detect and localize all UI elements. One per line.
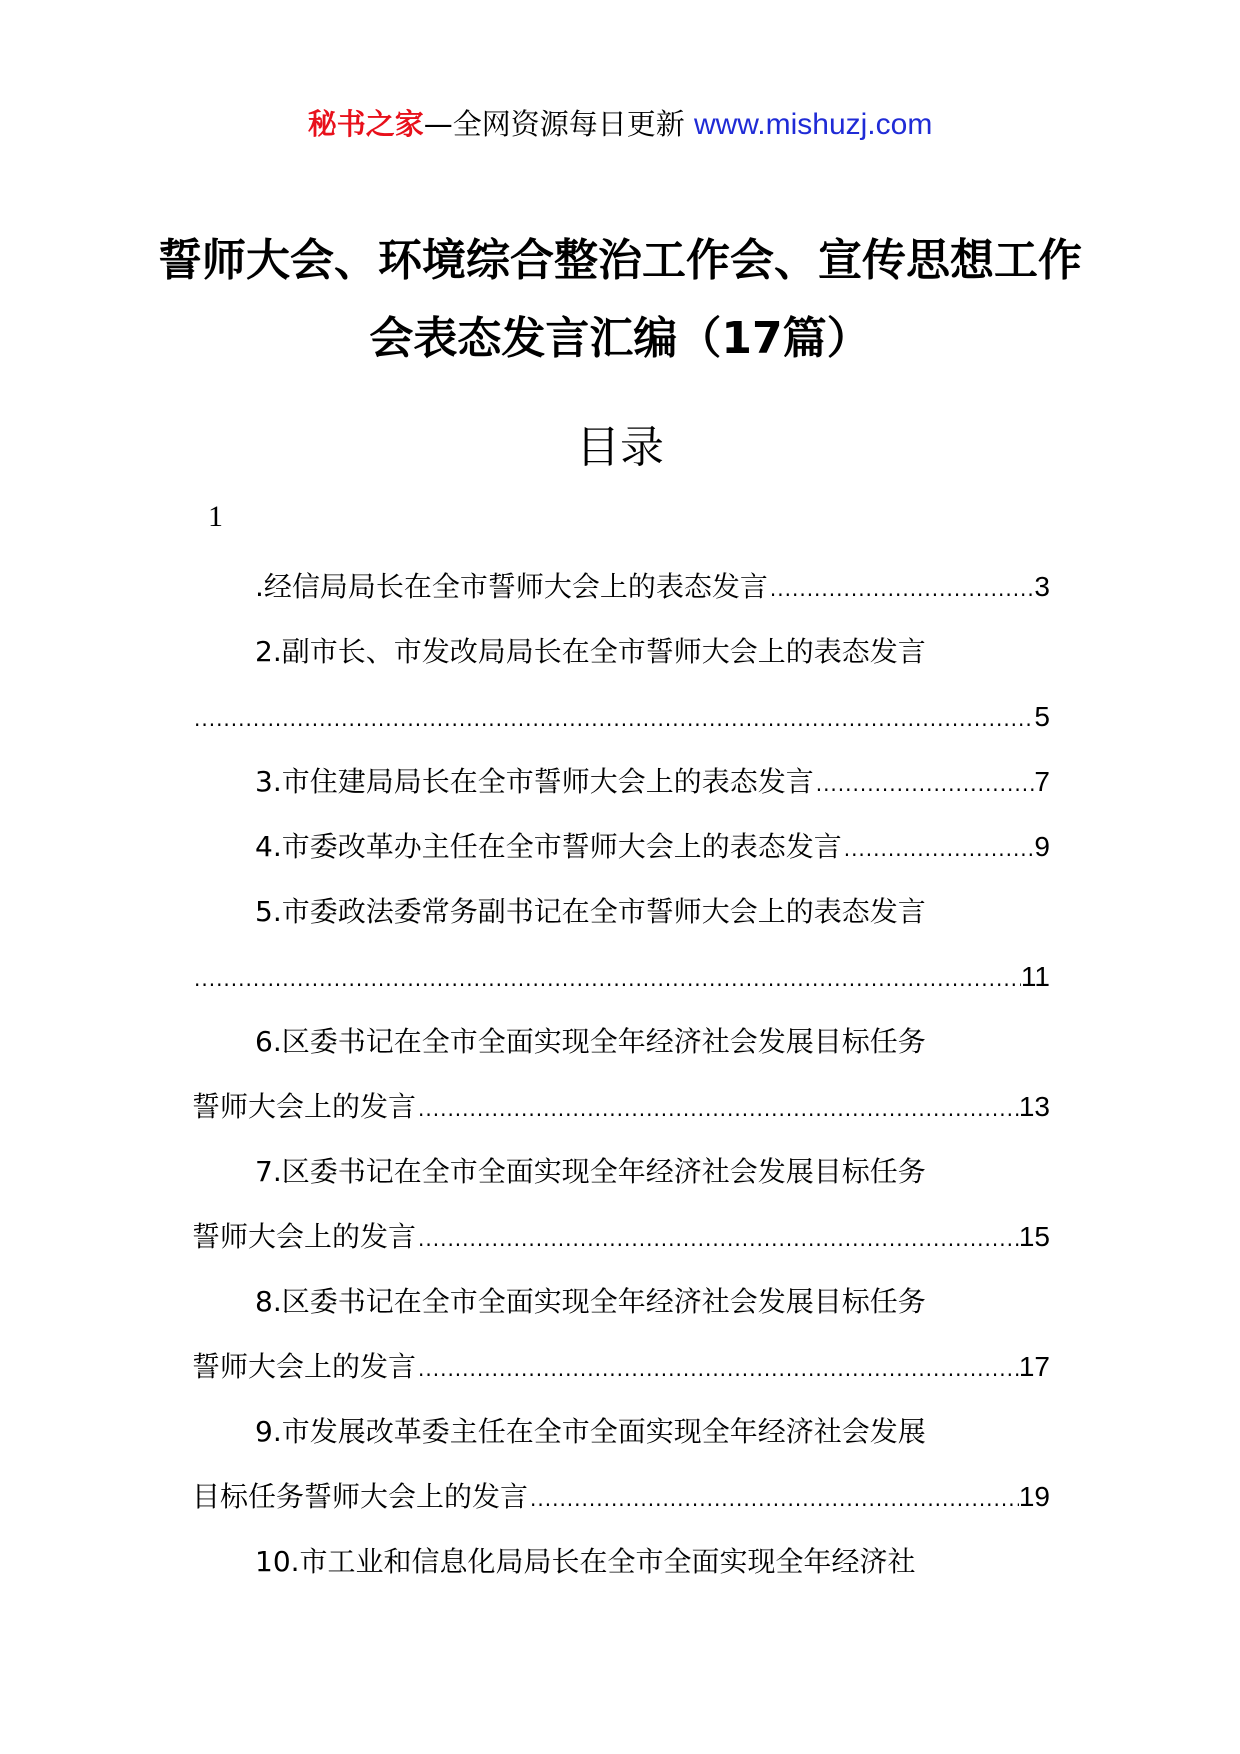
- header-dash: —: [423, 107, 453, 141]
- toc-page-number: 19: [1018, 1481, 1050, 1512]
- toc-dot-leader: [416, 1334, 1019, 1402]
- toc-dot-leader: [192, 944, 1021, 1012]
- toc-entry[interactable]: [192, 1529, 1050, 1594]
- toc-page-number: 9: [1034, 831, 1050, 862]
- document-title: 誓师大会、环境综合整治工作会、宣传思想工作会表态发言汇编（17篇）: [158, 235, 1082, 364]
- toc-page-number: 13: [1018, 1091, 1050, 1122]
- toc-entry-text: .经信局局长在全市誓师大会上的表态发言: [255, 570, 768, 603]
- toc-dot-leader: [768, 554, 1035, 622]
- toc-entry-text: 8.区委书记在全市全面实现全年经济社会发展目标任务: [255, 1285, 926, 1318]
- table-of-contents: [192, 554, 1050, 1594]
- toc-entry-text: 3.市住建局局长在全市誓师大会上的表态发言: [255, 765, 814, 798]
- toc-entry-line: [192, 944, 1050, 1009]
- toc-entry-text: 誓师大会上的发言: [192, 1220, 417, 1253]
- toc-entry-line: [192, 1399, 1050, 1464]
- toc-entry[interactable]: [192, 879, 1050, 1009]
- site-url-link[interactable]: www.mishuzj.com: [693, 108, 933, 141]
- toc-dot-leader: [814, 749, 1035, 817]
- site-brand: 秘书之家: [307, 107, 424, 141]
- toc-entry-line: [192, 1074, 1050, 1139]
- toc-page-number: 15: [1018, 1221, 1050, 1252]
- toc-entry-text: 2.副市长、市发改局局长在全市誓师大会上的表态发言: [255, 635, 926, 668]
- toc-entry-text: 10.市工业和信息化局局长在全市全面实现全年经济社: [255, 1545, 916, 1578]
- toc-entry-line: [192, 1269, 1050, 1334]
- toc-entry-line: [192, 1009, 1050, 1074]
- toc-dot-leader: [416, 1074, 1019, 1142]
- toc-entry-line: [192, 684, 1050, 749]
- toc-entry[interactable]: [192, 1269, 1050, 1399]
- toc-dot-leader: [842, 814, 1035, 882]
- toc-entry-text: 7.区委书记在全市全面实现全年经济社会发展目标任务: [255, 1155, 926, 1188]
- toc-entry-line: [192, 1334, 1050, 1399]
- toc-page-number: 3: [1034, 571, 1050, 602]
- toc-entry-line: [192, 554, 1050, 619]
- toc-entry[interactable]: [192, 1139, 1050, 1269]
- toc-entry-text: 誓师大会上的发言: [192, 1090, 417, 1123]
- toc-dot-leader: [416, 1204, 1019, 1272]
- toc-dot-leader: [528, 1464, 1019, 1532]
- toc-entry-line: [192, 1529, 1050, 1594]
- toc-entry-text: 誓师大会上的发言: [192, 1350, 417, 1383]
- toc-entry-text: 目标任务誓师大会上的发言: [192, 1480, 529, 1513]
- toc-heading: 目录: [576, 422, 664, 473]
- toc-entry-text: 6.区委书记在全市全面实现全年经济社会发展目标任务: [255, 1025, 926, 1058]
- toc-page-number: 17: [1018, 1351, 1050, 1382]
- toc-entry[interactable]: [192, 554, 1050, 619]
- site-header: [0, 102, 1240, 147]
- toc-entry[interactable]: [192, 814, 1050, 879]
- toc-entry-line: [192, 814, 1050, 879]
- toc-page-number: 11: [1020, 961, 1050, 992]
- toc-entry-line: [192, 749, 1050, 814]
- toc-entry-line: [192, 1204, 1050, 1269]
- toc-entry-text: 5.市委政法委常务副书记在全市誓师大会上的表态发言: [255, 895, 926, 928]
- toc-entry[interactable]: [192, 1009, 1050, 1139]
- toc-dot-leader: [192, 684, 1034, 752]
- toc-entry[interactable]: [192, 1399, 1050, 1529]
- toc-entry[interactable]: [192, 619, 1050, 749]
- toc-entry-text: 4.市委改革办主任在全市誓师大会上的表态发言: [255, 830, 842, 863]
- toc-entry-line: [192, 619, 1050, 684]
- toc-entry-text: 9.市发展改革委主任在全市全面实现全年经济社会发展: [255, 1415, 926, 1448]
- stray-number: 1: [208, 500, 223, 533]
- toc-page-number: 5: [1034, 701, 1050, 732]
- toc-page-number: 7: [1034, 766, 1050, 797]
- toc-entry-line: [192, 1139, 1050, 1204]
- site-tagline: 全网资源每日更新: [452, 107, 685, 141]
- toc-entry-line: [192, 879, 1050, 944]
- toc-entry-line: [192, 1464, 1050, 1529]
- toc-entry[interactable]: [192, 749, 1050, 814]
